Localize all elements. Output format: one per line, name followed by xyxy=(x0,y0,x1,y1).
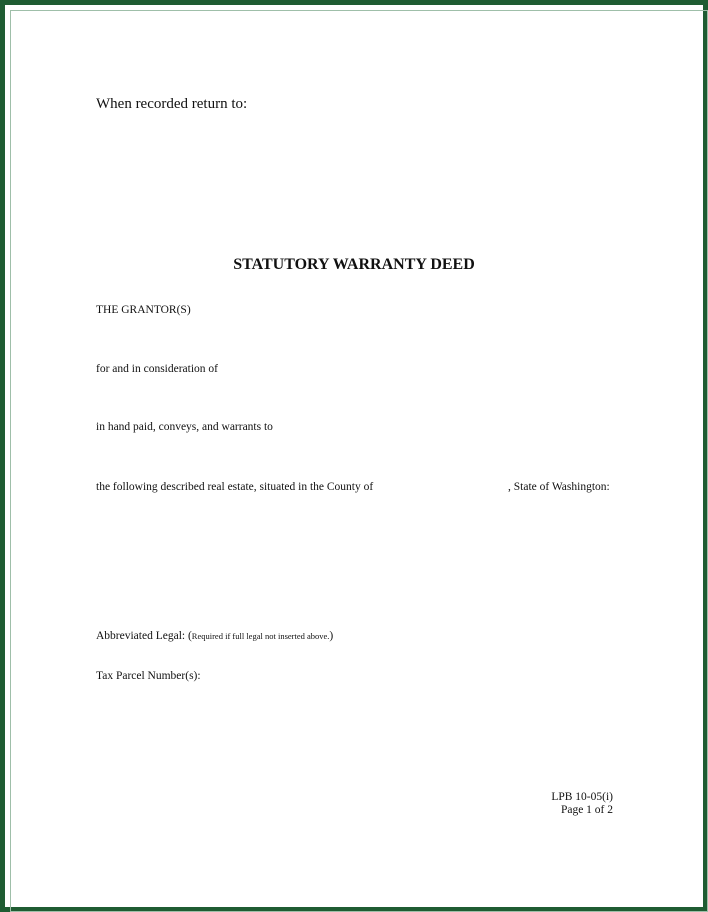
page-number: Page 1 of 2 xyxy=(560,804,613,816)
conveys-label: in hand paid, conveys, and warrants to xyxy=(96,421,273,433)
abbreviated-legal-note: Required if full legal not inserted above. xyxy=(191,631,330,641)
return-to-label: When recorded return to: xyxy=(96,96,248,112)
grantor-label: THE GRANTOR(S) xyxy=(96,304,191,316)
document-title: STATUTORY WARRANTY DEED xyxy=(233,256,475,273)
abbreviated-legal-line xyxy=(96,630,333,642)
tax-parcel-label: Tax Parcel Number(s): xyxy=(96,670,201,682)
state-label: , State of Washington: xyxy=(508,481,610,493)
consideration-label: for and in consideration of xyxy=(96,363,218,375)
abbreviated-legal-label: Abbreviated Legal: ( xyxy=(96,630,192,642)
page-border-inner xyxy=(10,10,708,912)
described-real-estate-label: the following described real estate, situated in the County of xyxy=(96,481,374,493)
form-number: LPB 10-05(i) xyxy=(551,791,613,803)
abbreviated-legal-close: ) xyxy=(329,630,334,642)
